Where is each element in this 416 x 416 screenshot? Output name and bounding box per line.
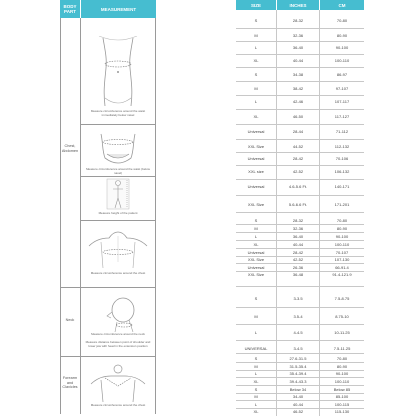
section-divider-forearm (60, 356, 156, 357)
inches-cell: 42-52 (292, 256, 304, 262)
cm-cell: 8.75-10 (335, 313, 349, 319)
row-divider (236, 179, 364, 180)
inches-cell: 40-44 (292, 401, 304, 407)
size-cell: S (254, 386, 258, 392)
inches-cell: 5.6-6.6 Ft. (288, 201, 308, 207)
size-column-header: SIZE (236, 0, 276, 10)
size-cell: L (254, 98, 258, 104)
cm-cell: 70-80 (336, 217, 348, 223)
size-cell: L (254, 329, 258, 335)
inches-cell: 28-32 (292, 217, 304, 223)
cm-cell: 171-201 (334, 201, 350, 207)
size-cell: XL (253, 113, 259, 119)
size-cell: Universal (247, 128, 265, 134)
size-cell: UNIVERSAL (244, 345, 268, 351)
cm-cell: 10-11.25 (334, 329, 350, 335)
cm-cell: 80-90 (336, 363, 348, 369)
size-cell: XL (253, 241, 259, 247)
size-cell: S (254, 355, 258, 361)
cm-cell: 100-110 (334, 241, 350, 247)
cm-cell: Below 85 (333, 386, 351, 392)
inches-cell: 3.5-4 (293, 313, 303, 319)
inches-cell: 4.6-5.6 Ft. (288, 183, 308, 189)
inches-column-header: INCHES (277, 0, 319, 10)
chest-figure (87, 228, 149, 270)
inches-cell: 40-44 (292, 241, 304, 247)
figure-divider (80, 124, 156, 125)
row-divider (236, 212, 364, 213)
inches-cell: 34-38 (292, 71, 304, 77)
cm-cell: 80-90 (336, 32, 348, 38)
inches-cell: 46-52 (292, 408, 304, 414)
cm-cell: 100-110 (334, 57, 350, 63)
size-cell: XXL Size (247, 271, 265, 277)
row-divider (236, 340, 364, 341)
cm-cell: 7.5-11.25 (333, 345, 351, 351)
inches-cell: 44-52 (292, 143, 304, 149)
caption-forearm-chest: Measure circumference around the chest (90, 403, 146, 407)
abdomen-figure (87, 132, 149, 168)
row-divider (236, 81, 364, 82)
cm-cell: 100-115 (334, 401, 350, 407)
row-divider (236, 28, 364, 29)
size-cell: L (254, 44, 258, 50)
caption-waist: Measure circumference around the waist immediately below navel (90, 109, 146, 117)
size-cell: XL (253, 408, 259, 414)
cm-cell: 70-80 (336, 355, 348, 361)
body-part-neck: Neck (65, 318, 75, 322)
cm-cell: 70-107 (335, 249, 349, 255)
row-divider (236, 41, 364, 42)
size-cell: XXL Size (247, 256, 265, 262)
inches-cell: 35.4-39.4 (289, 370, 307, 376)
cm-cell: 66-91.4 (335, 264, 349, 270)
inches-cell: 46-50 (292, 113, 304, 119)
measurement-header (81, 0, 156, 18)
inches-cell: 40-44 (292, 57, 304, 63)
clavicle-figure (87, 364, 149, 402)
size-cell: M (254, 225, 258, 231)
size-cell: Universal (247, 155, 265, 161)
size-cell: M (254, 85, 258, 91)
inches-cell: 39.4-43.3 (289, 378, 307, 384)
row-divider (236, 152, 364, 153)
inches-cell: 42-46 (292, 98, 304, 104)
body-part-header-text: BODY PART (63, 4, 77, 14)
caption-neck: Measure circumference around the neck (91, 332, 145, 336)
cm-cell: 85-100 (335, 393, 349, 399)
figure-divider (80, 220, 156, 221)
inches-cell: 28-44 (292, 128, 304, 134)
size-cell: Universal (247, 264, 265, 270)
height-figure (87, 178, 149, 210)
size-cell: M (254, 393, 258, 399)
size-cell: M (254, 313, 258, 319)
section-divider-neck (60, 287, 156, 288)
inches-cell: 3-3.5 (293, 295, 303, 301)
size-cell: XXL Size (247, 143, 265, 149)
cm-cell: 107-130 (334, 256, 350, 262)
cm-cell: 115-130 (334, 408, 350, 414)
inches-cell: 36-40 (292, 233, 304, 239)
size-cell: L (254, 401, 258, 407)
inches-cell: 34-40 (292, 393, 304, 399)
row-divider (236, 54, 364, 55)
size-cell: Universal (247, 249, 265, 255)
size-cell: L (254, 233, 258, 239)
cm-cell: 91.4-121.9 (332, 271, 352, 277)
caption-shoulder-jaw: Measure distance between point of shoulder and lower jaw with head in the extension position (85, 340, 151, 348)
row-divider (236, 165, 364, 166)
size-cell: S (254, 217, 258, 223)
cm-cell: 71-112 (335, 128, 349, 134)
row-divider (236, 307, 364, 308)
inches-cell: 36-40 (292, 44, 304, 50)
measurement-guide-panel (60, 0, 156, 416)
size-cell: M (254, 32, 258, 38)
row-divider (236, 67, 364, 68)
inches-cell: 26-36 (292, 264, 304, 270)
size-cell: XXL size (248, 168, 264, 174)
cm-cell: 112-132 (334, 143, 350, 149)
cm-cell: 107-117 (334, 98, 350, 104)
body-part-forearm-clavicles: Forearm and Clavicles (62, 376, 78, 389)
row-divider (236, 124, 364, 125)
cm-cell: 90-100 (335, 233, 349, 239)
inches-cell: 32-36 (292, 32, 304, 38)
inches-cell: 42-52 (292, 168, 304, 174)
inches-cell: 32-36 (292, 225, 304, 231)
body-part-header (60, 0, 81, 18)
caption-height: Measure height of the patient (98, 211, 138, 215)
torso-front-figure (87, 36, 149, 108)
cm-cell: 140-171 (334, 183, 350, 189)
measurement-header-text: MEASUREMENT (100, 6, 137, 12)
inches-cell: 4-4.5 (293, 329, 303, 335)
right-border (155, 18, 156, 414)
cm-cell: 90-100 (335, 44, 349, 50)
cm-cell: 97-107 (335, 85, 349, 91)
size-cell: S (254, 17, 258, 23)
cm-cell: 106-132 (334, 168, 350, 174)
left-border (60, 18, 61, 414)
inches-cell: 38-42 (292, 85, 304, 91)
caption-chest: Measure circumference around the chest (90, 271, 146, 275)
row-divider (236, 95, 364, 96)
cm-cell: 80-90 (336, 225, 348, 231)
inches-cell: 3-4.5 (293, 345, 303, 351)
size-cell: L (254, 370, 258, 376)
cm-cell: 86-97 (336, 71, 348, 77)
inches-cell: 31.5-35.4 (289, 363, 307, 369)
row-divider (236, 139, 364, 140)
size-cell: S (254, 71, 258, 77)
size-cell: XXL Size (247, 201, 265, 207)
caption-waist-below-navel: Measure circumference around the waist (below navel) (86, 167, 150, 175)
size-cell: XL (253, 57, 259, 63)
body-part-chest-abdomen: Chest, Abdomen (61, 144, 79, 153)
cm-cell: 7.5-8.75 (334, 295, 350, 301)
row-divider (236, 324, 364, 325)
row-divider (236, 353, 364, 354)
inches-cell: 28-42 (292, 155, 304, 161)
row-divider (236, 195, 364, 196)
size-cell: XL (253, 378, 259, 384)
row-divider (236, 109, 364, 110)
inches-cell: 28-32 (292, 17, 304, 23)
inches-cell: 27.6-31.5 (289, 355, 307, 361)
figure-divider (80, 176, 156, 177)
cm-cell: 100-110 (334, 378, 350, 384)
size-cell: Universal (247, 183, 265, 189)
cm-cell: 70-106 (335, 155, 349, 161)
neck-figure (87, 296, 149, 332)
cm-cell: 117-127 (334, 113, 350, 119)
inches-cell: 28-42 (292, 249, 304, 255)
inches-cell: 36-48 (292, 271, 304, 277)
body-part-divider (80, 18, 81, 414)
row-divider (236, 286, 364, 287)
size-cell: M (254, 363, 258, 369)
cm-cell: 70-80 (336, 17, 348, 23)
cm-cell: 90-100 (335, 370, 349, 376)
cm-column-header: CM (320, 0, 364, 10)
size-cell: S (254, 295, 258, 301)
inches-cell: Below 34 (289, 386, 307, 392)
